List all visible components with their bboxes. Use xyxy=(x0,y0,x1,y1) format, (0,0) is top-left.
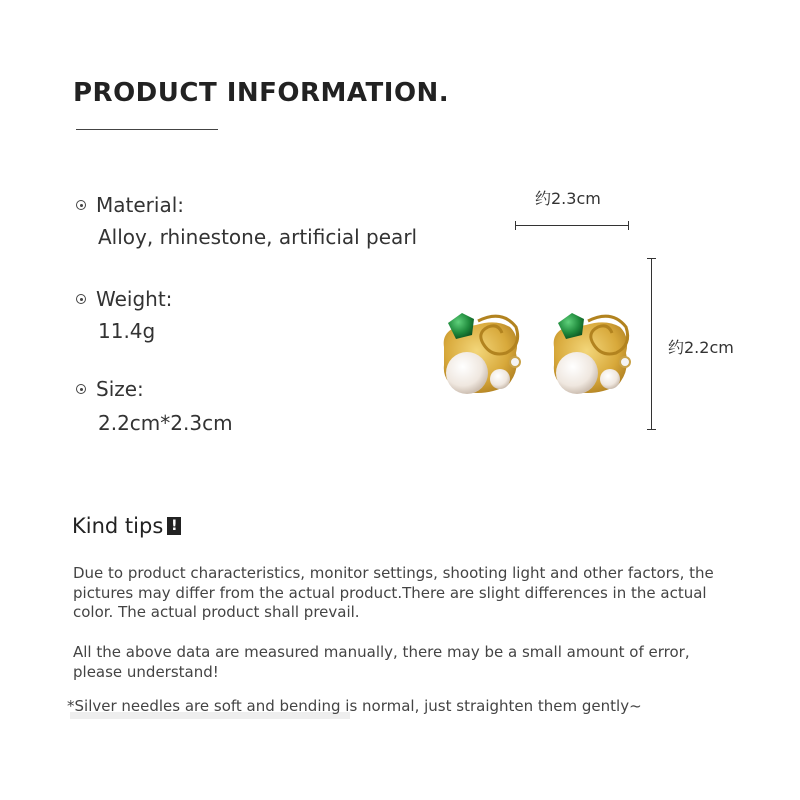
tips-paragraph-1: Due to product characteristics, monitor settings, shooting light and other factors, the pictures may differ from the actual product.There are slight differences in the actual color. The actual product shall prevail. xyxy=(73,564,714,621)
left-earring xyxy=(444,313,520,394)
spec-label: Weight: xyxy=(96,287,173,311)
spec-value: Alloy, rhinestone, artificial pearl xyxy=(98,225,418,249)
tips-paragraph-2: All the above data are measured manually, there may be a small amount of error, please understand! xyxy=(73,643,690,681)
page-title: PRODUCT INFORMATION. xyxy=(73,78,450,108)
spec-material xyxy=(76,193,417,249)
bullet-icon xyxy=(76,200,86,210)
spec-weight xyxy=(76,287,172,343)
height-dimension-line xyxy=(651,258,652,430)
spec-size xyxy=(76,377,233,435)
right-earring xyxy=(554,313,630,394)
title-underline xyxy=(76,129,218,130)
warning-icon: ! xyxy=(167,517,181,535)
silver-needle-note: *Silver needles are soft and bending is normal, just straighten them gently~ xyxy=(67,697,642,715)
bullet-icon xyxy=(76,294,86,304)
spec-value: 2.2cm*2.3cm xyxy=(98,411,233,435)
height-dimension-label: 约2.2cm xyxy=(668,338,734,357)
kind-tips-text: Kind tips xyxy=(72,514,164,538)
spec-label: Size: xyxy=(96,377,144,401)
spec-label: Material: xyxy=(96,193,184,217)
earrings-image xyxy=(436,305,646,405)
width-dimension-label: 约2.3cm xyxy=(535,189,601,208)
width-dimension-line xyxy=(515,225,629,226)
kind-tips-heading xyxy=(72,514,181,538)
spec-value: 11.4g xyxy=(98,319,156,343)
bullet-icon xyxy=(76,384,86,394)
